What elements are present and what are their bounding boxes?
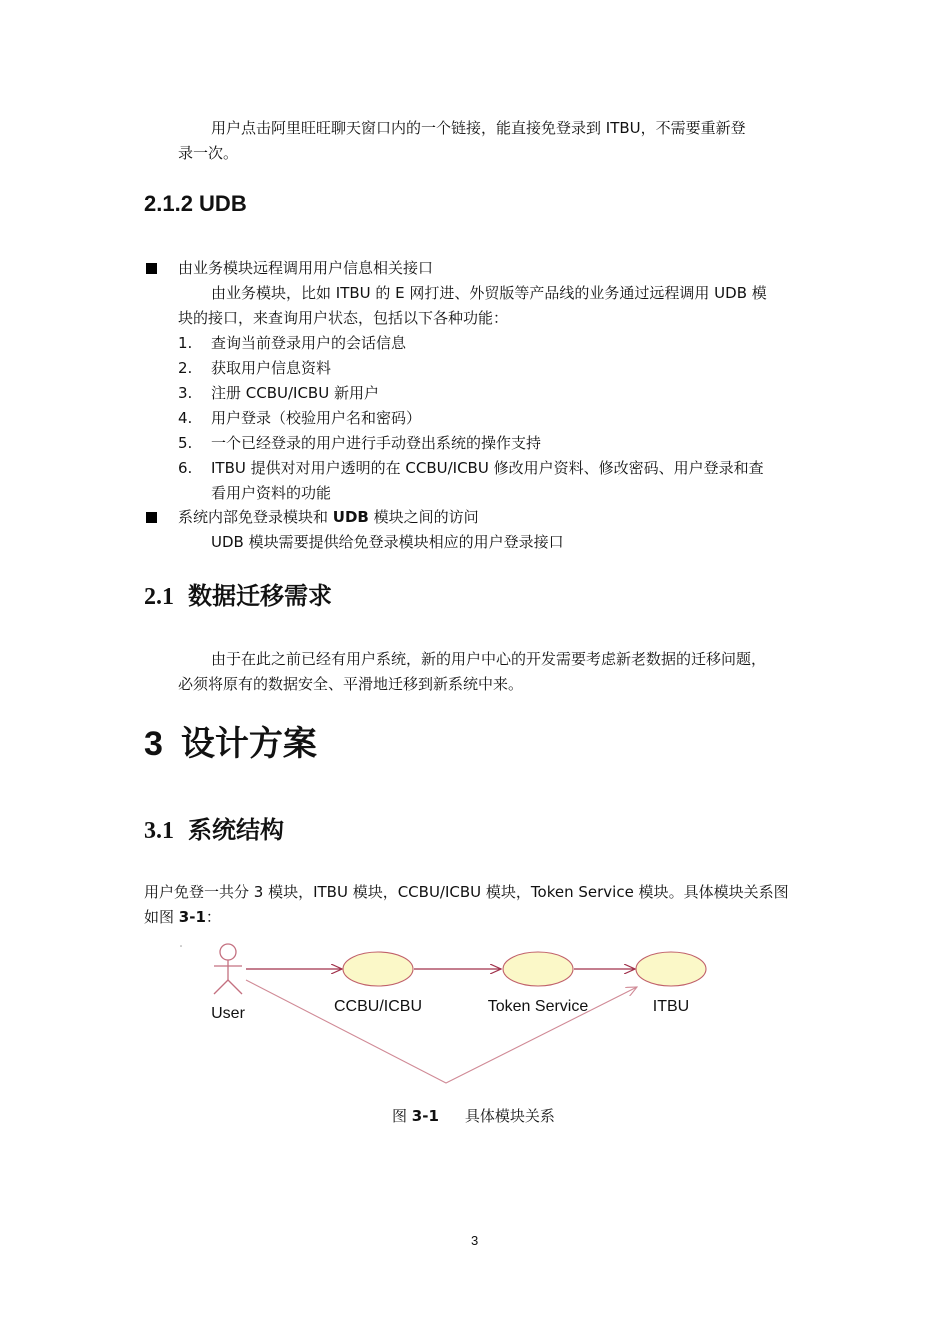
section-heading-2-1: 2.1 数据迁移需求 — [144, 582, 332, 610]
bullet-1-desc-line-2: 块的接口，来查询用户状态，包括以下各种功能： — [178, 309, 509, 327]
chapter-heading-3: 3 设计方案 — [144, 724, 317, 764]
figure-caption: 图 3-1 具体模块关系 — [392, 1107, 555, 1125]
list-item: 注册 CCBU/ICBU 新用户 — [211, 384, 379, 402]
section-2-1-line-1: 由于在此之前已经有用户系统，新的用户中心的开发需要考虑新老数据的迁移问题， — [211, 650, 767, 668]
node-label-ccbu-icbu: CCBU/ICBU — [333, 998, 423, 1015]
node-itbu — [636, 952, 706, 986]
list-item: 一个已经登录的用户进行手动登出系统的操作支持 — [211, 434, 542, 452]
section-heading-3-1: 3.1 系统结构 — [144, 816, 284, 844]
list-item-number: 6. — [178, 459, 193, 477]
list-item-continuation: 看用户资料的功能 — [211, 484, 332, 502]
list-item: 用户登录（校验用户名和密码） — [211, 409, 422, 427]
section-3-1-line-2: 如图 3-1： — [144, 908, 221, 926]
list-item-number: 5. — [178, 434, 193, 452]
list-item: 获取用户信息资料 — [211, 359, 332, 377]
node-ccbu-icbu — [343, 952, 413, 986]
node-token-service — [503, 952, 573, 986]
section-3-1-line-1: 用户免登一共分 3 模块，ITBU 模块，CCBU/ICBU 模块，Token Service 模块。具体模块关系图 — [144, 883, 789, 901]
bullet-2-desc: UDB 模块需要提供给免登录模块相应的用户登录接口 — [211, 533, 564, 551]
list-item: 查询当前登录用户的会话信息 — [211, 334, 407, 352]
list-item: ITBU 提供对对用户透明的在 CCBU/ICBU 修改用户资料、修改密码、用户登录和查 — [211, 459, 764, 477]
stray-dot — [180, 945, 182, 947]
bullet-2-title: 系统内部免登录模块和 UDB 模块之间的访问 — [178, 508, 479, 526]
node-label-token-service: Token Service — [487, 998, 589, 1015]
intro-line-1: 用户点击阿里旺旺聊天窗口内的一个链接，能直接免登录到 ITBU，不需要重新登 — [211, 119, 746, 137]
bullet-1-title: 由业务模块远程调用用户信息相关接口 — [178, 259, 434, 277]
page-number: 3 — [471, 1233, 479, 1248]
user-actor-icon — [214, 944, 242, 994]
section-heading-2-1-2: 2.1.2 UDB — [144, 191, 247, 216]
intro-line-2: 录一次。 — [178, 144, 239, 162]
list-item-number: 1. — [178, 334, 193, 352]
section-2-1-line-2: 必须将原有的数据安全、平滑地迁移到新系统中来。 — [178, 675, 524, 693]
bullet-1-desc-line-1: 由业务模块，比如 ITBU 的 E 网打进、外贸版等产品线的业务通过远程调用 UDB 模 — [211, 284, 767, 302]
list-item-number: 4. — [178, 409, 193, 427]
module-relationship-diagram — [0, 930, 950, 1100]
actor-label: User — [211, 1005, 245, 1022]
list-item-number: 2. — [178, 359, 193, 377]
arrow-user-to-itbu — [246, 980, 637, 1083]
node-label-itbu: ITBU — [652, 998, 690, 1015]
list-item-number: 3. — [178, 384, 193, 402]
bullet-marker — [146, 512, 157, 523]
bullet-marker — [146, 263, 157, 274]
